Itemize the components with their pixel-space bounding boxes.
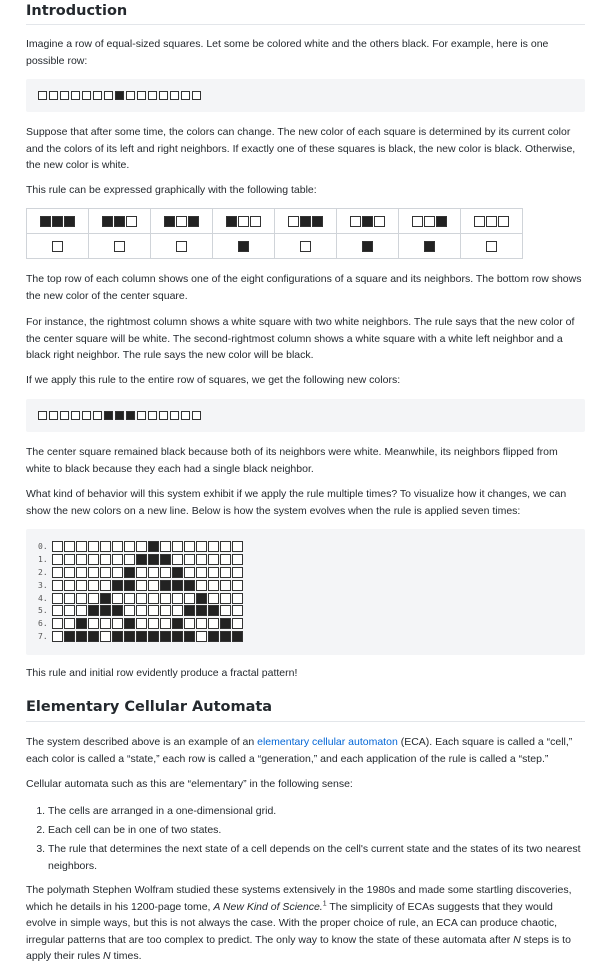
white-cell bbox=[184, 618, 195, 629]
black-cell bbox=[126, 411, 135, 420]
white-cell bbox=[126, 91, 135, 100]
white-cell bbox=[412, 216, 423, 227]
white-cell bbox=[136, 605, 147, 616]
rule-config-cell bbox=[151, 209, 213, 234]
black-cell bbox=[64, 216, 75, 227]
black-cell bbox=[115, 411, 124, 420]
black-cell bbox=[40, 216, 51, 227]
white-cell bbox=[196, 554, 207, 565]
white-cell bbox=[220, 567, 231, 578]
white-cell bbox=[93, 411, 102, 420]
white-cell bbox=[112, 554, 123, 565]
white-cell bbox=[52, 541, 63, 552]
white-cell bbox=[124, 605, 135, 616]
footnote-ref[interactable]: 1 bbox=[322, 900, 327, 907]
white-cell bbox=[288, 216, 299, 227]
initial-row-box bbox=[26, 79, 585, 112]
rule-output-cell bbox=[337, 234, 399, 259]
white-cell bbox=[64, 605, 75, 616]
white-cell bbox=[232, 580, 243, 591]
white-cell bbox=[192, 91, 201, 100]
white-cell bbox=[52, 241, 63, 252]
white-cell bbox=[148, 567, 159, 578]
black-cell bbox=[112, 580, 123, 591]
black-cell bbox=[196, 605, 207, 616]
white-cell bbox=[93, 91, 102, 100]
white-cell bbox=[160, 593, 171, 604]
black-cell bbox=[184, 605, 195, 616]
rule-config-cell bbox=[461, 209, 523, 234]
white-cell bbox=[76, 605, 87, 616]
generation-row bbox=[38, 567, 244, 580]
eca-paragraph-2: Cellular automata such as this are “elementary” in the following sense: bbox=[26, 778, 353, 790]
white-cell bbox=[64, 618, 75, 629]
rule-output-cell bbox=[399, 234, 461, 259]
white-cell bbox=[52, 618, 63, 629]
white-cell bbox=[49, 91, 58, 100]
white-cell bbox=[232, 567, 243, 578]
white-cell bbox=[160, 618, 171, 629]
white-cell bbox=[498, 216, 509, 227]
white-cell bbox=[424, 216, 435, 227]
white-cell bbox=[112, 618, 123, 629]
white-cell bbox=[184, 554, 195, 565]
black-cell bbox=[104, 411, 113, 420]
white-cell bbox=[136, 593, 147, 604]
white-cell bbox=[136, 618, 147, 629]
white-cell bbox=[148, 593, 159, 604]
white-cell bbox=[52, 554, 63, 565]
intro-paragraph-8: What kind of behavior will this system exhibit if we apply the rule multiple times? To visualize how it changes, we can show the new colors on a new line. Below is how the system evolves when the rule is applied seven times: bbox=[26, 488, 567, 517]
black-cell bbox=[196, 593, 207, 604]
white-cell bbox=[137, 91, 146, 100]
white-cell bbox=[38, 91, 47, 100]
black-cell bbox=[208, 631, 219, 642]
white-cell bbox=[159, 91, 168, 100]
white-cell bbox=[232, 541, 243, 552]
black-cell bbox=[172, 618, 183, 629]
black-cell bbox=[188, 216, 199, 227]
generation-label: 1. bbox=[38, 554, 48, 564]
white-cell bbox=[52, 567, 63, 578]
white-cell bbox=[250, 216, 261, 227]
heading-divider bbox=[26, 721, 585, 722]
white-cell bbox=[64, 593, 75, 604]
generations-grid bbox=[38, 541, 244, 644]
black-cell bbox=[124, 631, 135, 642]
black-cell bbox=[148, 631, 159, 642]
white-cell bbox=[238, 216, 249, 227]
black-cell bbox=[424, 241, 435, 252]
eca-paragraph-1: The system described above is an example of an elementary cellular automaton (ECA). Each square is called a “cell,” each color is called a “state,” each row is called a “generation,” and each application of the rule is called a “step.” bbox=[26, 736, 573, 765]
eca-paragraph-3: The polymath Stephen Wolfram studied these systems extensively in the 1980s and made some startling discoveries, which he details in his 1200-page tome, A New Kind of Science.$^1$ The simplicity of ECAs suggests that they would evolve in simple ways, but this is not always the case. With the proper choice of rule, an ECA can produce chaotic, irregular patterns that are too complex to predict. The only way to know the state of these automata after N steps is to apply their rules N times. bbox=[26, 884, 572, 962]
rule-config-cell bbox=[89, 209, 151, 234]
white-cell bbox=[76, 580, 87, 591]
black-cell bbox=[112, 605, 123, 616]
generation-row bbox=[38, 554, 244, 567]
white-cell bbox=[88, 580, 99, 591]
rule-table bbox=[26, 208, 523, 259]
black-cell bbox=[238, 241, 249, 252]
white-cell bbox=[232, 605, 243, 616]
white-cell bbox=[124, 541, 135, 552]
white-cell bbox=[176, 241, 187, 252]
white-cell bbox=[52, 631, 63, 642]
white-cell bbox=[148, 91, 157, 100]
white-cell bbox=[474, 216, 485, 227]
white-cell bbox=[208, 580, 219, 591]
intro-paragraph-9: This rule and initial row evidently produce a fractal pattern! bbox=[26, 667, 298, 679]
black-cell bbox=[436, 216, 447, 227]
black-cell bbox=[64, 631, 75, 642]
black-cell bbox=[208, 605, 219, 616]
black-cell bbox=[232, 631, 243, 642]
white-cell bbox=[172, 554, 183, 565]
white-cell bbox=[137, 411, 146, 420]
list-item: 1. The cells are arranged in a one-dimensional grid. bbox=[48, 803, 585, 820]
white-cell bbox=[350, 216, 361, 227]
intro-paragraph-5: For instance, the rightmost column shows a white square with two white neighbors. The rule says that the new color of the center square will be white. The second-rightmost column shows a white square with a white left neighbor and a black right neighbor. The rule says the new color will be black. bbox=[26, 316, 575, 361]
intro-paragraph-7: The center square remained black because both of its neighbors were white. Meanwhile, its neighbors flipped from white to black because they each had a single black neighbor. bbox=[26, 446, 558, 475]
white-cell bbox=[88, 567, 99, 578]
white-cell bbox=[126, 216, 137, 227]
white-cell bbox=[100, 567, 111, 578]
rule-config-cell bbox=[275, 209, 337, 234]
white-cell bbox=[486, 216, 497, 227]
white-cell bbox=[184, 541, 195, 552]
white-cell bbox=[300, 241, 311, 252]
white-cell bbox=[160, 605, 171, 616]
white-cell bbox=[60, 91, 69, 100]
book-title: A New Kind of Science. bbox=[213, 900, 323, 913]
white-cell bbox=[136, 541, 147, 552]
white-cell bbox=[220, 593, 231, 604]
white-cell bbox=[76, 541, 87, 552]
black-cell bbox=[76, 631, 87, 642]
black-cell bbox=[362, 241, 373, 252]
white-cell bbox=[76, 567, 87, 578]
black-cell bbox=[136, 631, 147, 642]
white-cell bbox=[196, 567, 207, 578]
white-cell bbox=[52, 605, 63, 616]
black-cell bbox=[52, 216, 63, 227]
intro-paragraph-1: Imagine a row of equal-sized squares. Let some be colored white and the others black. For example, here is one possible row: bbox=[26, 38, 549, 67]
white-cell bbox=[148, 411, 157, 420]
white-cell bbox=[82, 91, 91, 100]
white-cell bbox=[76, 593, 87, 604]
white-cell bbox=[172, 593, 183, 604]
generation-label: 4. bbox=[38, 593, 48, 603]
generation-label: 6. bbox=[38, 619, 48, 629]
intro-paragraph-4: The top row of each column shows one of the eight configurations of a square and its neighbors. The bottom row shows the new color of the center square. bbox=[26, 273, 582, 302]
section-heading-introduction: Introduction bbox=[26, 3, 128, 19]
white-cell bbox=[52, 580, 63, 591]
white-cell bbox=[64, 554, 75, 565]
black-cell bbox=[172, 567, 183, 578]
white-cell bbox=[170, 91, 179, 100]
black-cell bbox=[136, 554, 147, 565]
white-cell bbox=[82, 411, 91, 420]
black-cell bbox=[362, 216, 373, 227]
rule-output-cell bbox=[461, 234, 523, 259]
white-cell bbox=[71, 91, 80, 100]
black-cell bbox=[124, 567, 135, 578]
white-cell bbox=[220, 541, 231, 552]
white-cell bbox=[160, 541, 171, 552]
rule-table-config-row bbox=[27, 209, 523, 234]
black-cell bbox=[220, 618, 231, 629]
generation-label: 0. bbox=[38, 542, 48, 551]
generation-label: 3. bbox=[38, 580, 48, 590]
rule-config-cell bbox=[27, 209, 89, 234]
white-cell bbox=[124, 554, 135, 565]
white-cell bbox=[64, 580, 75, 591]
white-cell bbox=[148, 580, 159, 591]
generation-row bbox=[38, 593, 244, 606]
generation-label: 5. bbox=[38, 606, 48, 616]
black-cell bbox=[100, 593, 111, 604]
white-cell bbox=[100, 554, 111, 565]
list-item: 2. Each cell can be in one of two states. bbox=[48, 822, 585, 839]
white-cell bbox=[104, 91, 113, 100]
white-cell bbox=[176, 216, 187, 227]
white-cell bbox=[196, 618, 207, 629]
white-cell bbox=[181, 411, 190, 420]
white-cell bbox=[196, 631, 207, 642]
white-cell bbox=[181, 91, 190, 100]
generation-row bbox=[38, 580, 244, 593]
white-cell bbox=[100, 541, 111, 552]
white-cell bbox=[60, 411, 69, 420]
white-cell bbox=[208, 541, 219, 552]
black-cell bbox=[220, 631, 231, 642]
white-cell bbox=[160, 567, 171, 578]
white-cell bbox=[208, 567, 219, 578]
white-cell bbox=[208, 554, 219, 565]
white-cell bbox=[184, 593, 195, 604]
heading-divider bbox=[26, 24, 585, 25]
next-row-box bbox=[26, 399, 585, 432]
eca-link[interactable]: elementary cellular automaton bbox=[257, 736, 398, 748]
white-cell bbox=[220, 605, 231, 616]
white-cell bbox=[52, 593, 63, 604]
white-cell bbox=[196, 580, 207, 591]
rule-config-cell bbox=[337, 209, 399, 234]
rule-config-cell bbox=[213, 209, 275, 234]
white-cell bbox=[112, 593, 123, 604]
white-cell bbox=[172, 605, 183, 616]
white-cell bbox=[64, 541, 75, 552]
black-cell bbox=[114, 216, 125, 227]
black-cell bbox=[172, 580, 183, 591]
white-cell bbox=[64, 567, 75, 578]
white-cell bbox=[38, 411, 47, 420]
white-cell bbox=[114, 241, 125, 252]
white-cell bbox=[232, 618, 243, 629]
black-cell bbox=[100, 605, 111, 616]
white-cell bbox=[88, 593, 99, 604]
black-cell bbox=[102, 216, 113, 227]
black-cell bbox=[226, 216, 237, 227]
black-cell bbox=[160, 554, 171, 565]
white-cell bbox=[208, 593, 219, 604]
white-cell bbox=[170, 411, 179, 420]
black-cell bbox=[148, 541, 159, 552]
white-cell bbox=[136, 580, 147, 591]
intro-paragraph-3: This rule can be expressed graphically with the following table: bbox=[26, 184, 317, 196]
black-cell bbox=[172, 631, 183, 642]
black-cell bbox=[160, 631, 171, 642]
rule-output-cell bbox=[213, 234, 275, 259]
white-cell bbox=[100, 618, 111, 629]
white-cell bbox=[71, 411, 80, 420]
generation-row bbox=[38, 541, 244, 554]
black-cell bbox=[124, 580, 135, 591]
list-item: 3. The rule that determines the next state of a cell depends on the cell's current state and the states of its two nearest neighbors. bbox=[48, 841, 585, 874]
white-cell bbox=[159, 411, 168, 420]
white-cell bbox=[88, 618, 99, 629]
rule-table-output-row bbox=[27, 234, 523, 259]
white-cell bbox=[100, 631, 111, 642]
rule-output-cell bbox=[89, 234, 151, 259]
rule-output-cell bbox=[275, 234, 337, 259]
intro-paragraph-2: Suppose that after some time, the colors can change. The new color of each square is determined by its current color and the colors of its left and right neighbors. If exactly one of these squares is black, the new color is black. Otherwise, the new color is white. bbox=[26, 126, 576, 171]
rule-config-cell bbox=[399, 209, 461, 234]
black-cell bbox=[124, 618, 135, 629]
white-cell bbox=[184, 567, 195, 578]
next-row bbox=[38, 411, 203, 420]
black-cell bbox=[184, 580, 195, 591]
generation-label: 2. bbox=[38, 567, 48, 577]
white-cell bbox=[192, 411, 201, 420]
white-cell bbox=[112, 541, 123, 552]
white-cell bbox=[374, 216, 385, 227]
white-cell bbox=[232, 593, 243, 604]
black-cell bbox=[88, 605, 99, 616]
black-cell bbox=[115, 91, 124, 100]
white-cell bbox=[148, 618, 159, 629]
black-cell bbox=[300, 216, 311, 227]
white-cell bbox=[112, 567, 123, 578]
black-cell bbox=[164, 216, 175, 227]
white-cell bbox=[136, 567, 147, 578]
black-cell bbox=[76, 618, 87, 629]
white-cell bbox=[220, 554, 231, 565]
black-cell bbox=[160, 580, 171, 591]
white-cell bbox=[208, 618, 219, 629]
generations-box bbox=[26, 529, 585, 655]
intro-paragraph-6: If we apply this rule to the entire row of squares, we get the following new colors: bbox=[26, 374, 401, 386]
white-cell bbox=[100, 580, 111, 591]
generation-row bbox=[38, 618, 244, 631]
black-cell bbox=[112, 631, 123, 642]
black-cell bbox=[184, 631, 195, 642]
white-cell bbox=[76, 554, 87, 565]
generation-row bbox=[38, 631, 244, 644]
white-cell bbox=[148, 605, 159, 616]
initial-row bbox=[38, 91, 203, 100]
white-cell bbox=[172, 541, 183, 552]
white-cell bbox=[486, 241, 497, 252]
white-cell bbox=[88, 541, 99, 552]
white-cell bbox=[88, 554, 99, 565]
black-cell bbox=[88, 631, 99, 642]
black-cell bbox=[312, 216, 323, 227]
white-cell bbox=[196, 541, 207, 552]
generation-row bbox=[38, 605, 244, 618]
rule-output-cell bbox=[27, 234, 89, 259]
rule-output-cell bbox=[151, 234, 213, 259]
black-cell bbox=[148, 554, 159, 565]
section-heading-eca: Elementary Cellular Automata bbox=[26, 699, 273, 715]
white-cell bbox=[49, 411, 58, 420]
white-cell bbox=[124, 593, 135, 604]
white-cell bbox=[220, 580, 231, 591]
generation-label: 7. bbox=[38, 632, 48, 642]
white-cell bbox=[232, 554, 243, 565]
eca-criteria-list bbox=[26, 803, 585, 877]
